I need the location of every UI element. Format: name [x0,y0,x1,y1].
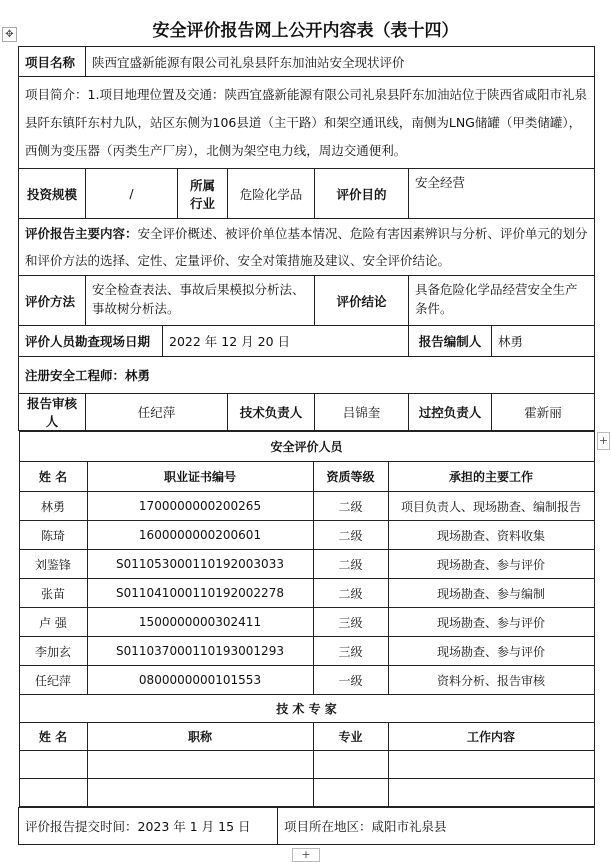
reviewer-label: 报告审核人 [19,394,86,431]
add-row-icon[interactable]: + [292,848,320,862]
investment-value: / [86,169,178,219]
expert-cell [388,779,594,807]
table-row [19,666,594,695]
table-row [19,492,594,521]
industry-label: 所属行业 [178,169,228,219]
staff-header-name: 姓 名 [19,462,87,492]
tech-lead-label: 技术负责人 [228,394,315,431]
survey-date-label: 评价人员勘查现场日期 [19,326,163,357]
staff-work: 现场勘查、参与评价 [388,608,594,637]
staff-work: 项目负责人、现场勘查、编制报告 [388,492,594,521]
experts-section-title: 技 术 专 家 [19,695,594,723]
project-intro-row [19,77,595,169]
review-row [19,394,595,431]
expert-cell [313,779,388,807]
expert-cell [19,751,87,779]
process-lead-value: 霍新丽 [492,394,595,431]
submit-time: 评价报告提交时间：2023 年 1 月 15 日 [19,808,278,845]
purpose-value: 安全经营 [409,169,595,219]
staff-cert: 1600000000200601 [87,521,313,550]
staff-name: 任纪萍 [19,666,87,695]
expert-cell [87,779,313,807]
staff-cert: S011037000110193001293 [87,637,313,666]
tech-lead-value: 吕锦奎 [315,394,409,431]
staff-header-cert: 职业证书编号 [87,462,313,492]
conclusion-value: 具备危险化学品经营安全生产条件。 [409,276,595,326]
expert-header-title: 职称 [87,723,313,751]
table-move-icon[interactable]: ✥ [2,27,17,42]
project-name-label: 项目名称 [19,47,86,77]
investment-row [19,169,595,219]
staff-cert: 0800000000101553 [87,666,313,695]
staff-level: 二级 [313,492,388,521]
project-name-value: 陕西宜盛新能源有限公司礼泉县阡东加油站安全现状评价 [86,47,595,77]
table-row [19,521,594,550]
staff-cert: 1500000000302411 [87,608,313,637]
staff-level: 三级 [313,637,388,666]
table-row [19,608,594,637]
page-title: 安全评价报告网上公开内容表（表十四） [152,21,459,41]
staff-work: 现场勘查、参与编制 [388,579,594,608]
project-location: 项目所在地区：咸阳市礼泉县 [278,808,595,845]
staff-level: 二级 [313,550,388,579]
staff-cert: 1700000000200265 [87,492,313,521]
industry-value: 危险化学品 [228,169,315,219]
staff-level: 二级 [313,521,388,550]
staff-work: 现场勘查、参与评价 [388,637,594,666]
expert-header-major: 专业 [313,723,388,751]
staff-name: 陈琦 [19,521,87,550]
expert-header-work: 工作内容 [388,723,594,751]
footer-row [19,808,595,845]
content-row [19,219,595,276]
staff-name: 李加玄 [19,637,87,666]
staff-name: 张苗 [19,579,87,608]
staff-work: 现场勘查、资料收集 [388,521,594,550]
method-label: 评价方法 [19,276,86,326]
method-value: 安全检查表法、事故后果模拟分析法、事故树分析法。 [86,276,315,326]
expert-cell [87,751,313,779]
expert-header-name: 姓 名 [19,723,87,751]
purpose-label: 评价目的 [315,169,409,219]
staff-header-work: 承担的主要工作 [388,462,594,492]
engineer-row [19,357,595,394]
add-column-icon[interactable]: + [597,432,610,450]
expert-cell [19,779,87,807]
staff-name: 卢 强 [19,608,87,637]
disclosure-table [18,46,595,845]
staff-table [19,431,595,807]
report-content-text: 安全评价概述、被评价单位基本情况、危险有害因素辨识与分析、评价单元的划分和评价方法的选择、定性、定量评价、安全对策措施及建议、安全评价结论。 [25,226,588,268]
table-row [19,751,594,779]
survey-date-value: 2022 年 12 月 20 日 [163,326,409,357]
project-intro [19,77,595,169]
project-name-row [19,47,595,77]
staff-cert: S011041000110192002278 [87,579,313,608]
project-intro-text: 1.项目地理位置及交通：陕西宜盛新能源有限公司礼泉县阡东加油站位于陕西省咸阳市礼泉县阡东镇阡东村九队，站区东侧为106县道（主干路）和架空通讯线，南侧为LNG储罐（甲类储罐），西侧为变压器（丙类生产厂房），北侧为架空电力线，周边交通便利。 [25,86,587,158]
project-intro-label: 项目简介： [25,86,88,102]
compiler-label: 报告编制人 [409,326,492,357]
staff-level: 一级 [313,666,388,695]
table-row [19,550,594,579]
expert-cell [388,751,594,779]
reviewer-value: 任纪萍 [86,394,228,431]
staff-work: 资料分析、报告审核 [388,666,594,695]
report-content-label: 评价报告主要内容： [25,226,138,241]
staff-level: 三级 [313,608,388,637]
staff-work: 现场勘查、参与评价 [388,550,594,579]
staff-header-row [19,462,594,492]
expert-cell [313,751,388,779]
safety-engineer: 注册安全工程师：林勇 [19,357,595,394]
staff-header-level: 资质等级 [313,462,388,492]
process-lead-label: 过控负责人 [409,394,492,431]
staff-name: 刘鉴锋 [19,550,87,579]
survey-row [19,326,595,357]
staff-block [19,431,595,808]
method-row [19,276,595,326]
table-row [19,579,594,608]
staff-level: 二级 [313,579,388,608]
staff-name: 林勇 [19,492,87,521]
report-content [19,219,595,276]
staff-section-title: 安全评价人员 [19,432,594,462]
staff-cert: S011053000110192003033 [87,550,313,579]
compiler-value: 林勇 [492,326,595,357]
table-row [19,637,594,666]
investment-label: 投资规模 [19,169,86,219]
experts-header-row [19,723,594,751]
table-row [19,779,594,807]
conclusion-label: 评价结论 [315,276,409,326]
